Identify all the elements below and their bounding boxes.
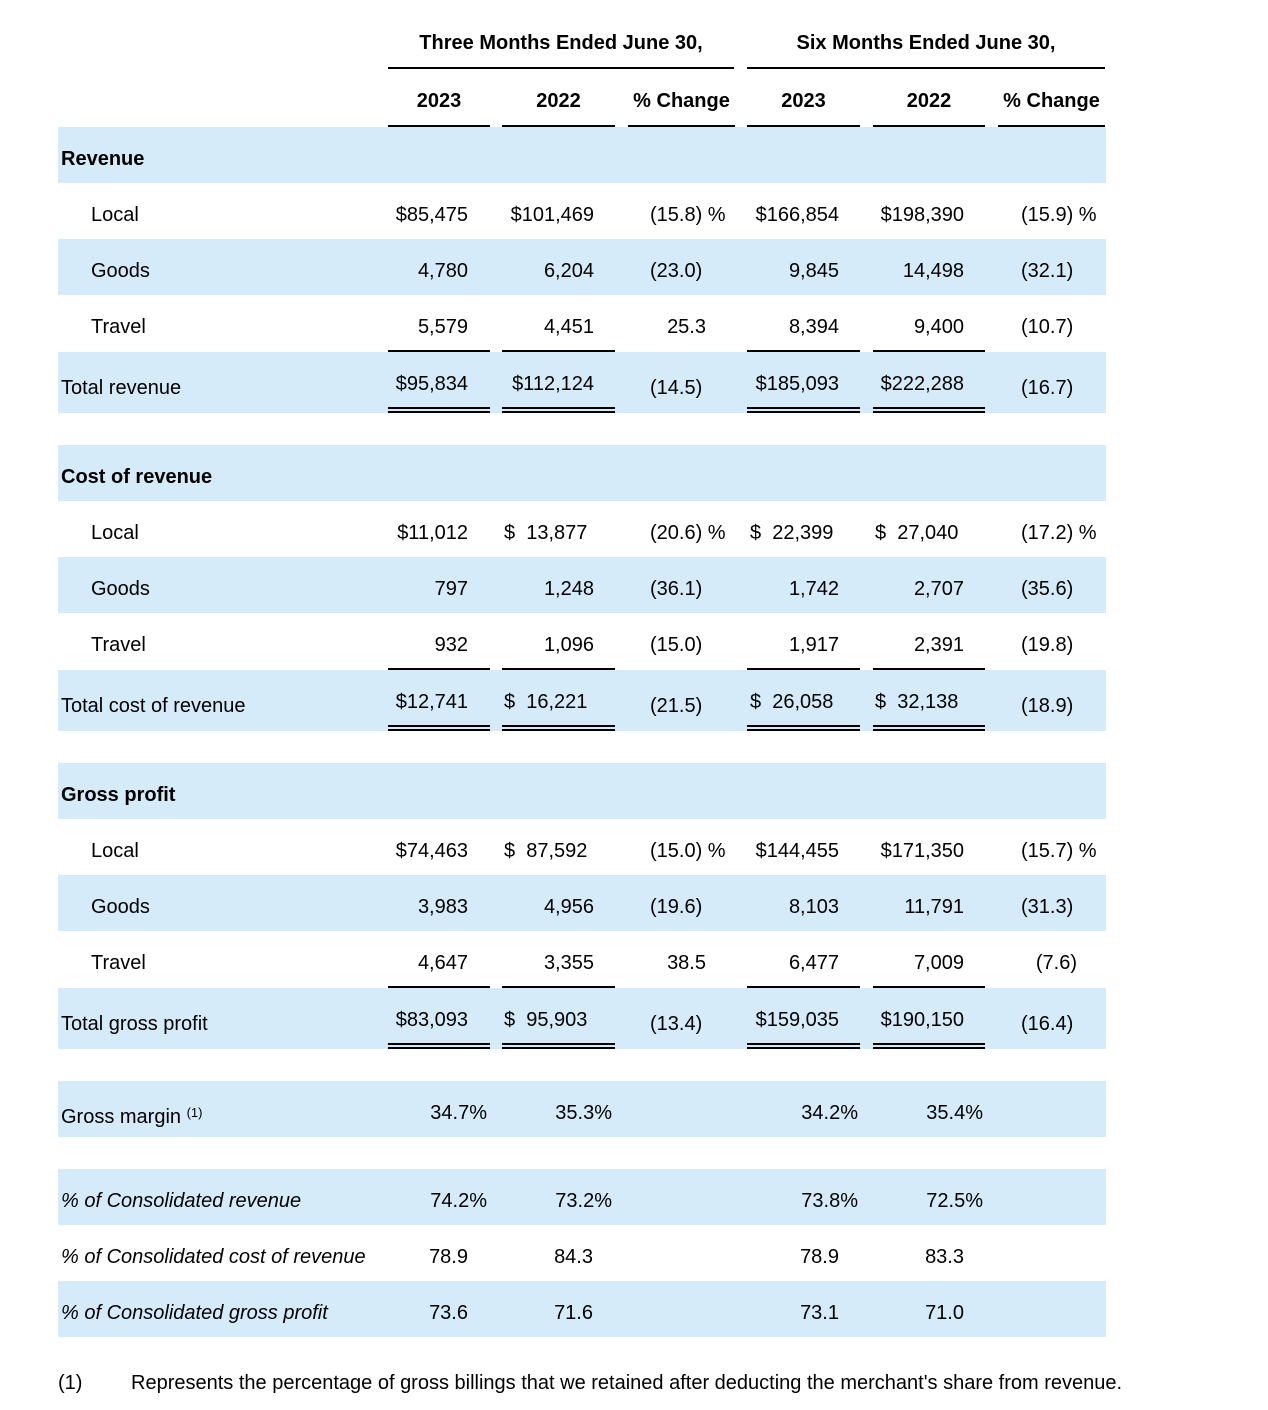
cell-q-2023: 34.7% <box>430 1102 487 1124</box>
total-label: Total gross profit <box>61 1013 208 1035</box>
row-label: Goods <box>91 260 150 282</box>
cell-q-2023: $74,463 <box>395 840 468 862</box>
total-double-rule <box>388 407 490 413</box>
cell-q-2023: 78.9 <box>429 1246 468 1268</box>
cell-h-change: (10.7) <box>1021 316 1074 338</box>
row-label: % of Consolidated gross profit <box>61 1302 328 1324</box>
footnote-text: Represents the percentage of gross billings that we retained after deducting the merchant's share from revenue. <box>131 1372 1123 1394</box>
total-double-rule <box>502 407 615 413</box>
col-header-h-2023: 2023 <box>781 90 826 112</box>
row-label: Local <box>91 204 139 226</box>
cell-q-2022: $ 87,592 <box>504 840 588 862</box>
cell-h-change: (16.4) <box>1021 1013 1074 1035</box>
row-band <box>58 127 1106 183</box>
row-label: % of Consolidated revenue <box>61 1190 302 1212</box>
cell-q-2022: 6,204 <box>543 260 594 282</box>
row-label: Travel <box>91 316 146 338</box>
total-double-rule <box>873 407 985 413</box>
cell-h-change: (18.9) <box>1021 695 1074 717</box>
row-label: Local <box>91 522 139 544</box>
cell-q-change: (21.5) <box>650 695 703 717</box>
cell-q-2023: $11,012 <box>397 522 468 544</box>
header-six-months-rule <box>747 67 1105 69</box>
cell-q-2022: 1,096 <box>543 634 594 656</box>
footnote-marker: (1) <box>58 1372 83 1394</box>
cell-h-change: (16.7) <box>1021 377 1074 399</box>
row-label: Travel <box>91 952 146 974</box>
header-three-months-rule <box>388 67 734 69</box>
col-header-h-change: % Change <box>1003 90 1100 112</box>
cell-h-2022: $171,350 <box>880 840 964 862</box>
row-label: % of Consolidated cost of revenue <box>61 1246 366 1268</box>
cell-h-change: (35.6) <box>1021 578 1074 600</box>
row-label: Goods <box>91 896 150 918</box>
cell-h-2022: $ 27,040 <box>875 522 959 544</box>
cell-h-2022: $190,150 <box>880 1009 964 1031</box>
cell-q-change: (13.4) <box>650 1013 703 1035</box>
row-band <box>58 763 1106 819</box>
row-label: Local <box>91 840 139 862</box>
cell-h-2023: 8,394 <box>788 316 839 338</box>
row-label: Goods <box>91 578 150 600</box>
cell-h-2022: $198,390 <box>880 204 964 226</box>
cell-q-change: (23.0) <box>650 260 703 282</box>
cell-h-2023: 73.1 <box>800 1302 839 1324</box>
cell-q-change: (20.6) % <box>650 522 726 544</box>
cell-q-2023: $85,475 <box>395 204 468 226</box>
cell-q-2022: $ 16,221 <box>504 691 588 713</box>
header-six-months: Six Months Ended June 30, <box>796 32 1056 54</box>
cell-h-2023: $ 22,399 <box>750 522 834 544</box>
cell-h-2022: 11,791 <box>904 896 964 918</box>
cell-h-change: (31.3) <box>1021 896 1074 918</box>
cell-h-change: (15.7) % <box>1021 840 1097 862</box>
cell-h-change: (7.6) <box>1035 952 1077 974</box>
cell-h-2023: $185,093 <box>755 373 839 395</box>
row-label: Travel <box>91 634 146 656</box>
cell-q-change: 38.5 <box>667 952 706 974</box>
cell-q-2022: $ 95,903 <box>504 1009 588 1031</box>
cell-h-2023: $144,455 <box>755 840 839 862</box>
total-double-rule <box>388 1043 490 1049</box>
cell-q-change: (36.1) <box>650 578 703 600</box>
total-double-rule <box>502 1043 615 1049</box>
section-title-gross-profit: Gross profit <box>61 784 176 806</box>
cell-h-change: (17.2) % <box>1021 522 1097 544</box>
cell-q-2023: 3,983 <box>417 896 468 918</box>
cell-h-2023: 34.2% <box>801 1102 858 1124</box>
cell-q-2022: 1,248 <box>543 578 594 600</box>
cell-q-2023: 5,579 <box>417 316 468 338</box>
total-double-rule <box>388 725 490 731</box>
cell-q-2022: 3,355 <box>543 952 594 974</box>
cell-q-change: (15.8) % <box>650 204 726 226</box>
cell-q-change: (15.0) % <box>650 840 726 862</box>
header-three-months: Three Months Ended June 30, <box>419 32 703 54</box>
cell-h-2022: 71.0 <box>925 1302 964 1324</box>
section-title-revenue: Revenue <box>61 148 145 170</box>
total-double-rule <box>747 1043 860 1049</box>
cell-h-2023: 78.9 <box>800 1246 839 1268</box>
cell-q-2022: 84.3 <box>554 1246 593 1268</box>
col-header-q-change: % Change <box>633 90 730 112</box>
cell-q-change: (19.6) <box>650 896 703 918</box>
cell-h-2022: 35.4% <box>926 1102 983 1124</box>
cell-h-change: (32.1) <box>1021 260 1074 282</box>
cell-q-2023: 4,647 <box>417 952 468 974</box>
cell-h-2023: 1,917 <box>788 634 839 656</box>
total-label: Total revenue <box>61 377 182 399</box>
cell-h-2023: $159,035 <box>755 1009 839 1031</box>
cell-q-2022: $112,124 <box>512 373 594 395</box>
footnote-ref: (1) <box>186 1105 203 1120</box>
cell-h-2022: 9,400 <box>913 316 964 338</box>
cell-q-2022: 73.2% <box>555 1190 612 1212</box>
total-double-rule <box>502 725 615 731</box>
cell-h-2023: 8,103 <box>788 896 839 918</box>
col-header-q-2022: 2022 <box>536 90 581 112</box>
cell-h-2023: $ 26,058 <box>750 691 834 713</box>
cell-q-change: (14.5) <box>650 377 703 399</box>
total-label: Total cost of revenue <box>61 695 246 717</box>
cell-q-2023: 73.6 <box>429 1302 468 1324</box>
cell-q-change: (15.0) <box>650 634 703 656</box>
cell-q-2023: $95,834 <box>395 373 468 395</box>
cell-h-2022: $222,288 <box>880 373 964 395</box>
total-double-rule <box>873 725 985 731</box>
cell-q-2022: 35.3% <box>555 1102 612 1124</box>
cell-h-2022: 7,009 <box>913 952 964 974</box>
cell-h-2023: 6,477 <box>788 952 839 974</box>
cell-h-2023: $166,854 <box>755 204 839 226</box>
cell-q-2023: 932 <box>434 634 468 656</box>
gross-margin-text: Gross margin <box>61 1106 182 1128</box>
cell-q-2022: 4,956 <box>543 896 594 918</box>
total-double-rule <box>747 725 860 731</box>
cell-h-change: (15.9) % <box>1021 204 1097 226</box>
row-band <box>58 445 1106 501</box>
cell-q-2022: 4,451 <box>543 316 594 338</box>
cell-h-2023: 9,845 <box>788 260 839 282</box>
cell-q-2023: 74.2% <box>430 1190 487 1212</box>
cell-q-2022: 71.6 <box>554 1302 593 1324</box>
total-double-rule <box>873 1043 985 1049</box>
cell-q-2023: 797 <box>434 578 468 600</box>
col-header-h-2022: 2022 <box>906 90 952 112</box>
cell-h-2022: $ 32,138 <box>875 691 959 713</box>
cell-q-2022: $ 13,877 <box>504 522 588 544</box>
cell-q-2022: $101,469 <box>510 204 594 226</box>
cell-q-2023: $83,093 <box>395 1009 468 1031</box>
cell-h-2022: 72.5% <box>926 1190 983 1212</box>
cell-h-2022: 83.3 <box>925 1246 964 1268</box>
cell-q-2023: 4,780 <box>417 260 468 282</box>
cell-q-change: 25.3 <box>667 316 706 338</box>
cell-h-2023: 1,742 <box>788 578 839 600</box>
total-double-rule <box>747 407 860 413</box>
cell-h-2022: 14,498 <box>902 260 964 282</box>
cell-q-2023: $12,741 <box>395 691 468 713</box>
section-title-cost-of-revenue: Cost of revenue <box>61 466 213 488</box>
cell-h-2023: 73.8% <box>801 1190 858 1212</box>
cell-h-change: (19.8) <box>1021 634 1074 656</box>
col-header-q-2023: 2023 <box>416 90 462 112</box>
cell-h-2022: 2,391 <box>913 634 964 656</box>
gross-margin-label <box>61 1085 202 1141</box>
cell-h-2022: 2,707 <box>913 578 964 600</box>
